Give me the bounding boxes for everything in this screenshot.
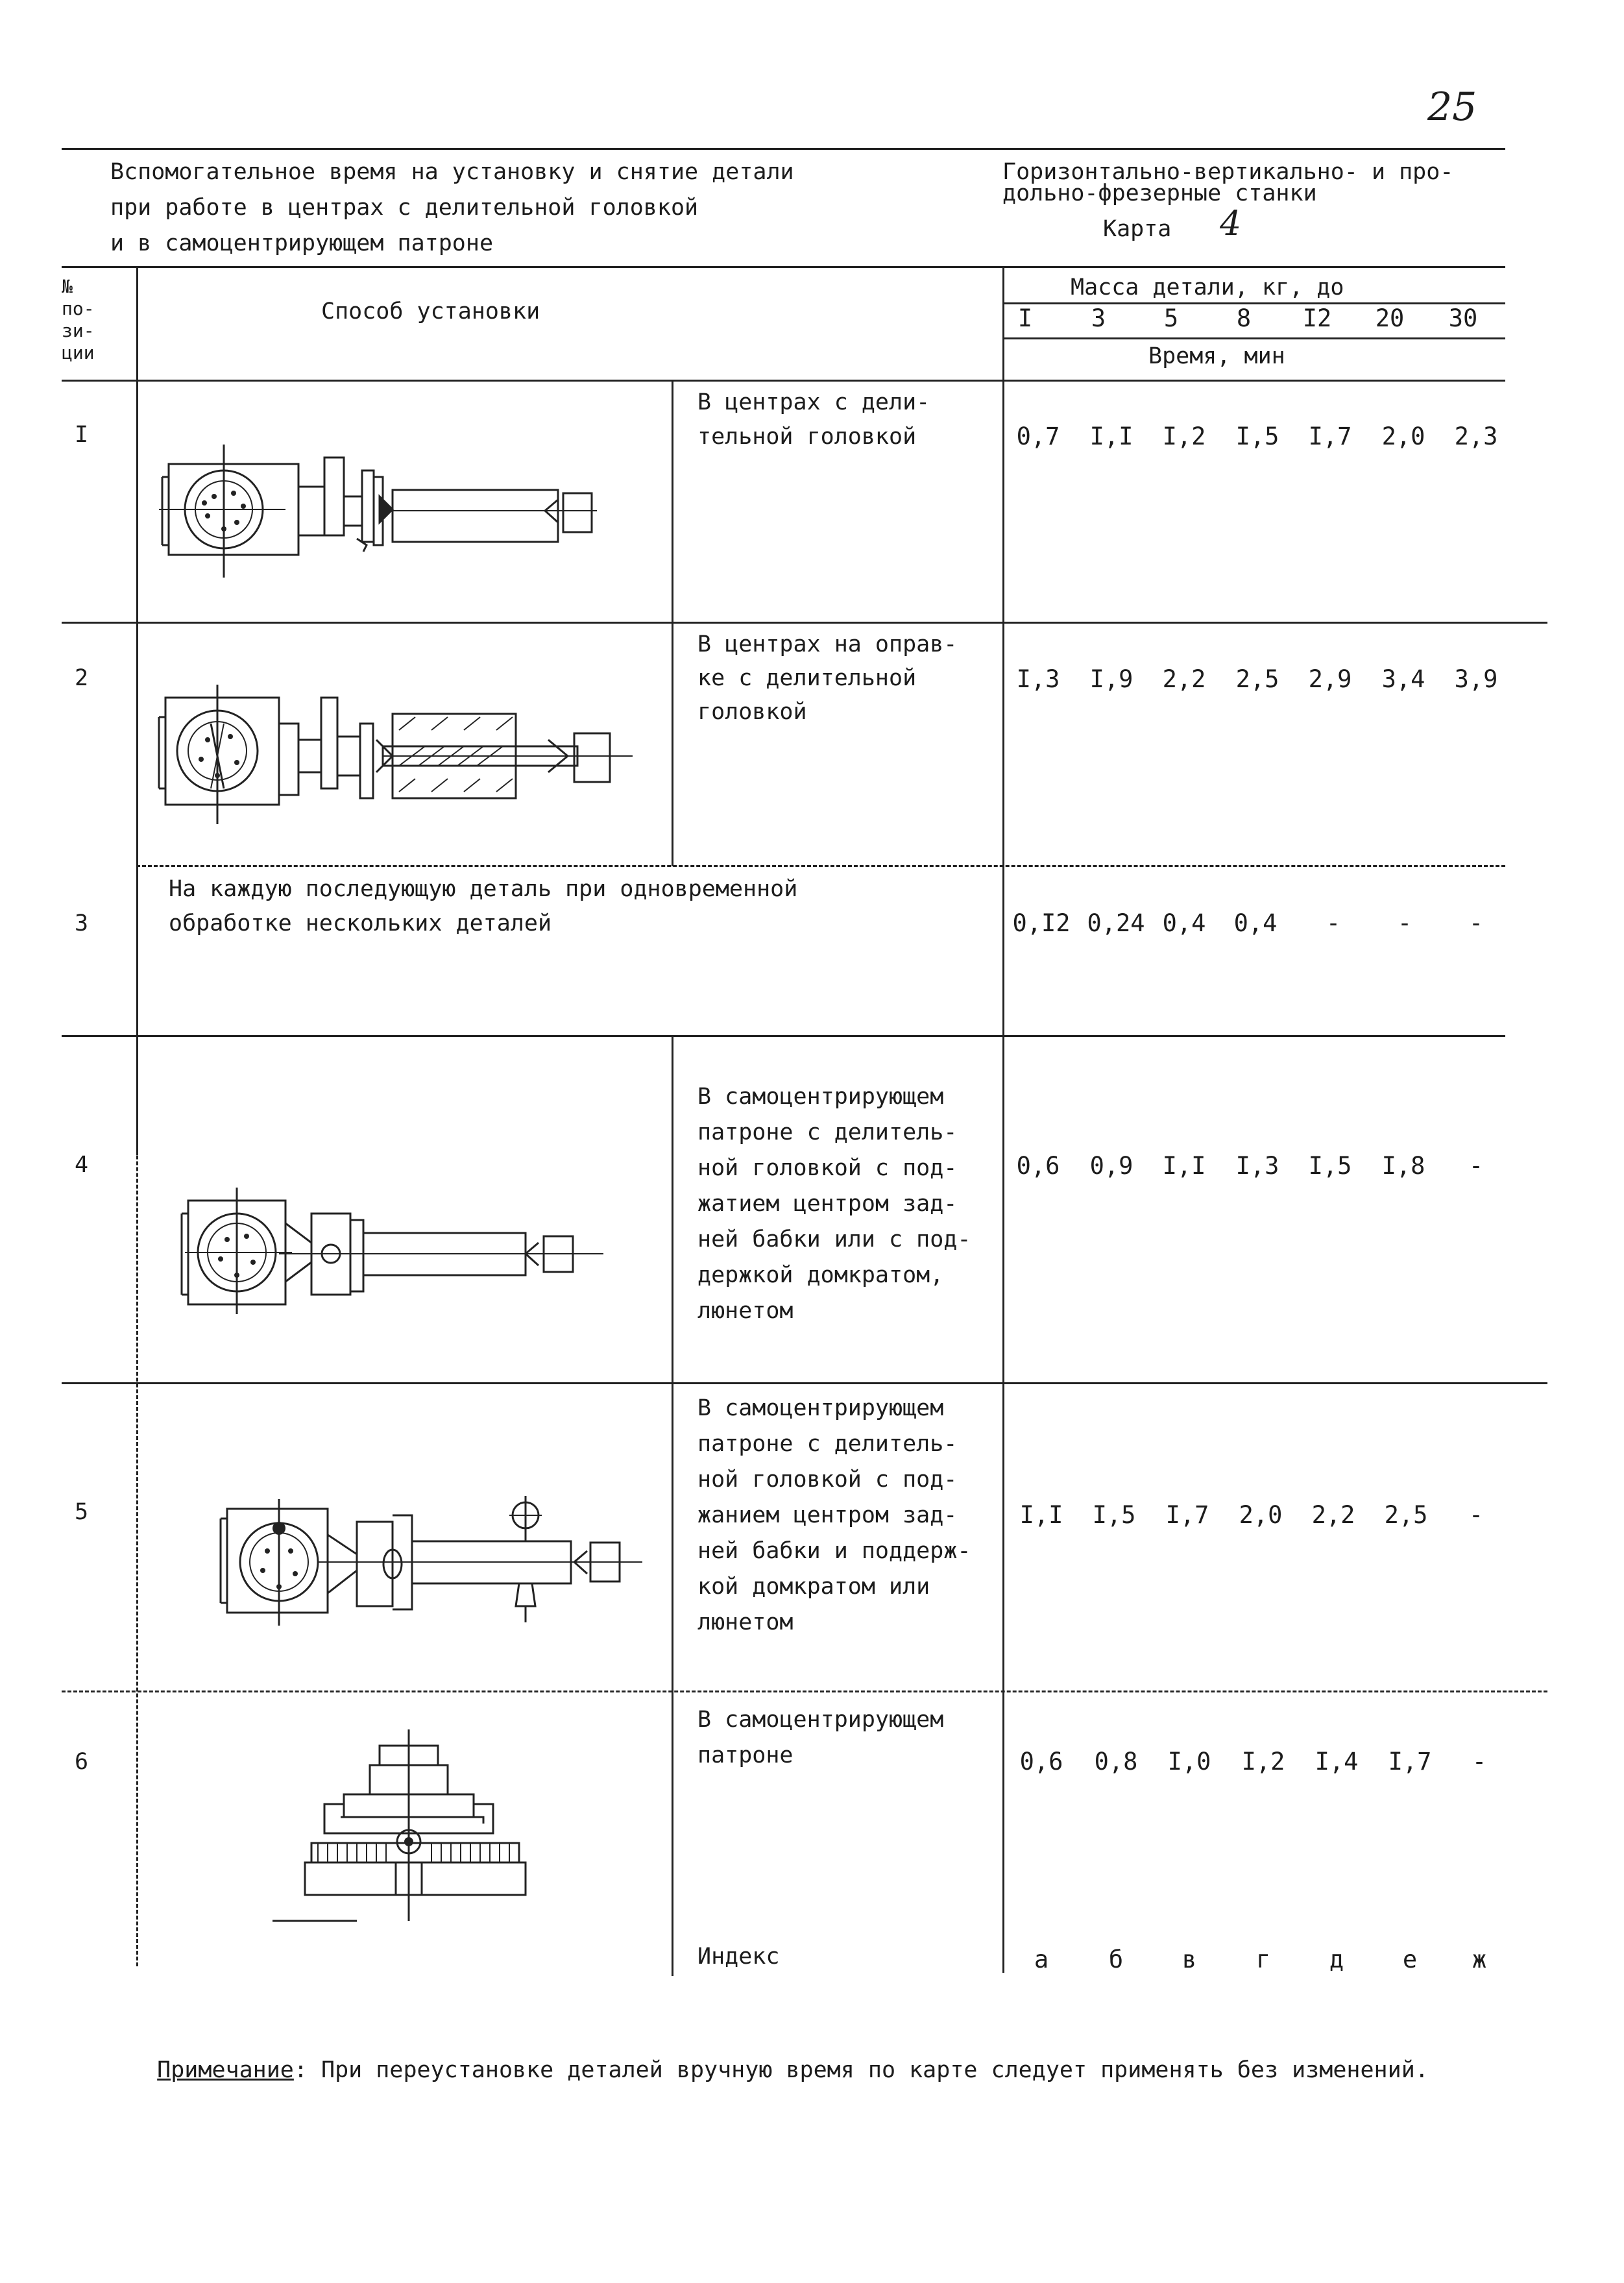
row-value: I,4 — [1315, 1748, 1359, 1776]
index-label: Индекс — [697, 1944, 780, 1970]
row-desc-line: патроне с делитель- — [697, 1119, 958, 1145]
row-value: 0,7 — [1016, 422, 1060, 450]
row-value: I,3 — [1016, 665, 1060, 693]
row-desc-line: В самоцентрирующем — [697, 1084, 944, 1110]
row-value: 3,4 — [1381, 665, 1425, 693]
row-desc-line: В центрах с дели- — [697, 389, 930, 415]
footnote-label: Примечание — [157, 2057, 294, 2083]
row-value: - — [1397, 909, 1412, 937]
row-value: 0,4 — [1162, 909, 1206, 937]
row-value: 2,0 — [1239, 1501, 1283, 1529]
row-value: I,8 — [1381, 1152, 1425, 1180]
row-desc-line: патроне с делитель- — [697, 1431, 958, 1457]
mass-value: 3 — [1091, 304, 1106, 332]
row-separator-dashed — [136, 865, 1505, 867]
row-desc-line: обработке нескольких деталей — [169, 910, 552, 936]
mass-value: 20 — [1375, 304, 1405, 332]
row-num: 6 — [75, 1749, 89, 1775]
row-desc-line: держкой домкратом, — [697, 1262, 944, 1288]
col-method-header: Способ установки — [321, 299, 540, 324]
row-value: - — [1468, 1501, 1484, 1529]
row-value: 0,4 — [1233, 909, 1278, 937]
card-number: 4 — [1220, 204, 1242, 243]
row-desc-line: жатием центром зад- — [697, 1191, 958, 1217]
row-desc-line: ке с делительной — [697, 665, 917, 691]
row-value: 2,2 — [1162, 665, 1206, 693]
col-desc-divider-2 — [672, 623, 673, 866]
index-value: г — [1255, 1946, 1271, 1973]
row-num: 4 — [75, 1152, 89, 1178]
row-desc-line: жанием центром зад- — [697, 1502, 958, 1528]
dividing-head-mandrel-figure — [152, 678, 633, 827]
row-desc-line: В самоцентрирующем — [697, 1707, 944, 1733]
row-desc-line: На каждую последующую деталь при одновременной — [169, 876, 798, 902]
table-header-bottom-rule — [62, 380, 1505, 382]
row-desc-line: люнетом — [697, 1298, 794, 1324]
row-value: I,I — [1019, 1501, 1063, 1529]
row-value: I,I — [1162, 1152, 1206, 1180]
row-value: I,7 — [1388, 1748, 1432, 1776]
row-value: 0,6 — [1019, 1748, 1063, 1776]
row-desc-line: ней бабки или с под- — [697, 1227, 971, 1252]
row-value: 0,24 — [1087, 909, 1145, 937]
row-value: 2,3 — [1454, 422, 1498, 450]
col-values-divider — [1002, 266, 1004, 1973]
row-desc-line: патроне — [697, 1742, 794, 1768]
row-value: I,2 — [1162, 422, 1206, 450]
row-value: 2,5 — [1384, 1501, 1428, 1529]
mass-value: I2 — [1302, 304, 1332, 332]
chuck-tailstock-figure — [175, 1181, 603, 1317]
row-desc-line: В центрах на оправ- — [697, 631, 958, 657]
mass-value: 5 — [1163, 304, 1179, 332]
mass-value: I — [1017, 304, 1033, 332]
mass-header: Масса детали, кг, до — [1071, 275, 1344, 300]
table-top-rule — [62, 266, 1505, 268]
mass-values-rule — [1002, 337, 1505, 339]
row-value: 2,0 — [1381, 422, 1425, 450]
row-value: 0,I2 — [1012, 909, 1071, 937]
row-value: 2,2 — [1311, 1501, 1355, 1529]
row-value: I,5 — [1235, 422, 1279, 450]
row-separator — [62, 622, 1547, 624]
footnote — [130, 2021, 1429, 2086]
col-desc-divider-4 — [672, 1035, 673, 1976]
chuck-vertical-figure — [298, 1726, 532, 1934]
row-value: I,3 — [1235, 1152, 1279, 1180]
row-value: I,9 — [1089, 665, 1133, 693]
col-num-header-4: ции — [62, 342, 95, 363]
col-desc-divider-1 — [672, 380, 673, 623]
index-value: е — [1402, 1946, 1418, 1973]
row-value: I,0 — [1167, 1748, 1211, 1776]
row-value: 2,9 — [1308, 665, 1352, 693]
mass-value: 8 — [1236, 304, 1252, 332]
index-value: в — [1182, 1946, 1197, 1973]
card-label: Карта — [1103, 216, 1172, 242]
col-num-divider-dashed — [136, 863, 138, 1966]
row-desc-line: ной головкой с под- — [697, 1155, 958, 1181]
row-desc-line: ной головкой с под- — [697, 1467, 958, 1493]
footnote-text: : При переустановке деталей вручную время по карте следует применять без изменений. — [293, 2057, 1429, 2083]
row-separator — [62, 1382, 1547, 1384]
header-left-line-1: Вспомогательное время на установку и снятие детали — [110, 159, 794, 185]
col-num-header-3: зи- — [62, 320, 95, 341]
mass-value: 30 — [1448, 304, 1478, 332]
header-right-line-2: дольно-фрезерные станки — [1002, 180, 1317, 206]
row-value: - — [1472, 1748, 1487, 1776]
index-value: ж — [1472, 1946, 1487, 1973]
row-num: 2 — [75, 665, 89, 691]
row-desc-line: кой домкратом или — [697, 1574, 930, 1600]
row-num: 5 — [75, 1499, 89, 1525]
row-separator-dashed — [62, 1691, 1547, 1692]
row-value: - — [1468, 1152, 1484, 1180]
row-separator — [62, 1035, 1505, 1037]
col-num-header-1: № — [62, 276, 73, 297]
row-value: - — [1326, 909, 1341, 937]
row-value: 3,9 — [1454, 665, 1498, 693]
row-value: 2,5 — [1235, 665, 1279, 693]
row-value: I,5 — [1092, 1501, 1136, 1529]
row-value: I,5 — [1308, 1152, 1352, 1180]
row-value: I,2 — [1241, 1748, 1285, 1776]
col-num-header-2: по- — [62, 298, 95, 319]
row-desc-line: В самоцентрирующем — [697, 1395, 944, 1421]
row-num: I — [75, 422, 89, 448]
row-value: I,7 — [1165, 1501, 1209, 1529]
row-value: - — [1468, 909, 1484, 937]
index-value: а — [1034, 1946, 1049, 1973]
row-desc-line: люнетом — [697, 1609, 794, 1635]
header-left-line-3: и в самоцентрирующем патроне — [110, 230, 494, 256]
index-value: б — [1108, 1946, 1124, 1973]
chuck-jack-figure — [214, 1489, 642, 1629]
row-value: 0,9 — [1089, 1152, 1133, 1180]
header-right-line-1: Горизонтально-вертикально- и про- — [1002, 159, 1454, 185]
row-desc-line: тельной головкой — [697, 424, 917, 450]
dividing-head-centers-figure — [156, 432, 597, 581]
row-desc-line: ней бабки и поддерж- — [697, 1538, 971, 1564]
row-value: I,7 — [1308, 422, 1352, 450]
row-num: 3 — [75, 910, 89, 936]
header-left-line-2: при работе в центрах с делительной головкой — [110, 195, 699, 221]
header-top-rule — [62, 148, 1505, 150]
row-value: I,I — [1089, 422, 1133, 450]
row-desc-line: головкой — [697, 699, 807, 725]
page-number: 25 — [1427, 84, 1477, 130]
row-value: 0,6 — [1016, 1152, 1060, 1180]
row-value: 0,8 — [1094, 1748, 1138, 1776]
index-value: д — [1329, 1946, 1344, 1973]
time-header: Время, мин — [1148, 343, 1285, 369]
